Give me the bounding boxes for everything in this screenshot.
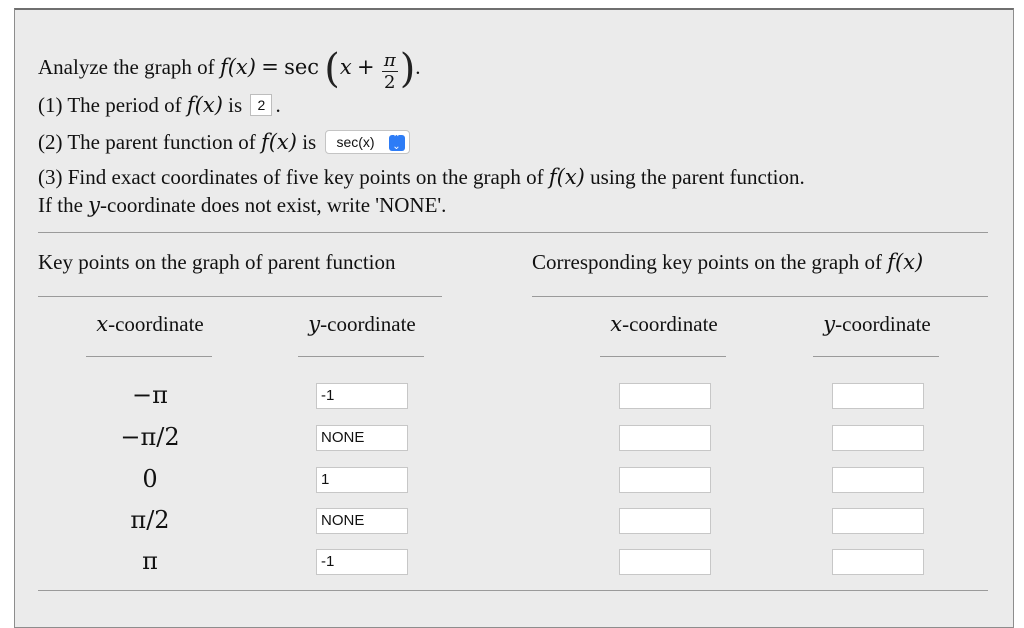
divider-bottom: [38, 590, 988, 591]
pi-over-2-fraction: $\frac{\pi}{2}$: [383, 50, 396, 93]
parent-y-input-3[interactable]: 1: [316, 467, 408, 493]
divider-top: [38, 232, 988, 233]
header-rule-3: [600, 356, 726, 357]
fx-y-input-1[interactable]: [832, 383, 924, 409]
fx-x-input-3[interactable]: [619, 467, 711, 493]
fx-y-input-4[interactable]: [832, 508, 924, 534]
header-rule-1: [86, 356, 212, 357]
right-title-rule: [532, 296, 988, 297]
parent-y-header: y-coordinate: [308, 312, 416, 336]
intro-line: Analyze the graph of f(x) = sec (x + $\frac{\pi}{2}$ ).: [38, 46, 421, 93]
x-value-2: −π/2: [120, 423, 180, 451]
right-paren: ): [399, 46, 416, 92]
fx-y-header: y-coordinate: [823, 312, 931, 336]
question-2: (2) The parent function of f(x) is sec(x) ⌃ ⌄: [38, 130, 410, 155]
parent-function-select[interactable]: sec(x) ⌃ ⌄: [325, 130, 409, 154]
question-3-line-2: If the y-coordinate does not exist, write 'NONE'.: [38, 193, 447, 217]
x-value-1: −π: [132, 381, 168, 409]
left-title-rule: [38, 296, 442, 297]
question-3-line-1: (3) Find exact coordinates of five key points on the graph of f(x) using the parent function.: [38, 165, 805, 189]
x-value-5: π: [142, 547, 158, 575]
header-rule-2: [298, 356, 424, 357]
fx-x-input-2[interactable]: [619, 425, 711, 451]
fx-x-input-5[interactable]: [619, 549, 711, 575]
fx-expression: f(x): [219, 55, 256, 79]
fx-y-input-2[interactable]: [832, 425, 924, 451]
left-paren: (: [324, 46, 340, 92]
x-value-3: 0: [142, 465, 158, 493]
parent-y-input-5[interactable]: -1: [316, 549, 408, 575]
parent-x-header: x-coordinate: [96, 312, 204, 336]
question-1: (1) The period of f(x) is 2 .: [38, 93, 281, 117]
parent-y-input-4[interactable]: NONE: [316, 508, 408, 534]
right-table-title: Corresponding key points on the graph of f(x): [532, 250, 924, 274]
parent-y-input-2[interactable]: NONE: [316, 425, 408, 451]
left-table-title: Key points on the graph of parent function: [38, 250, 396, 274]
period-input[interactable]: 2: [250, 94, 272, 116]
header-rule-4: [813, 356, 939, 357]
fx-x-header: x-coordinate: [610, 312, 718, 336]
fx-x-input-1[interactable]: [619, 383, 711, 409]
parent-y-input-1[interactable]: -1: [316, 383, 408, 409]
fx-y-input-3[interactable]: [832, 467, 924, 493]
fx-x-input-4[interactable]: [619, 508, 711, 534]
select-arrows-icon: ⌃ ⌄: [389, 135, 405, 151]
fx-y-input-5[interactable]: [832, 549, 924, 575]
x-value-4: π/2: [130, 506, 170, 534]
